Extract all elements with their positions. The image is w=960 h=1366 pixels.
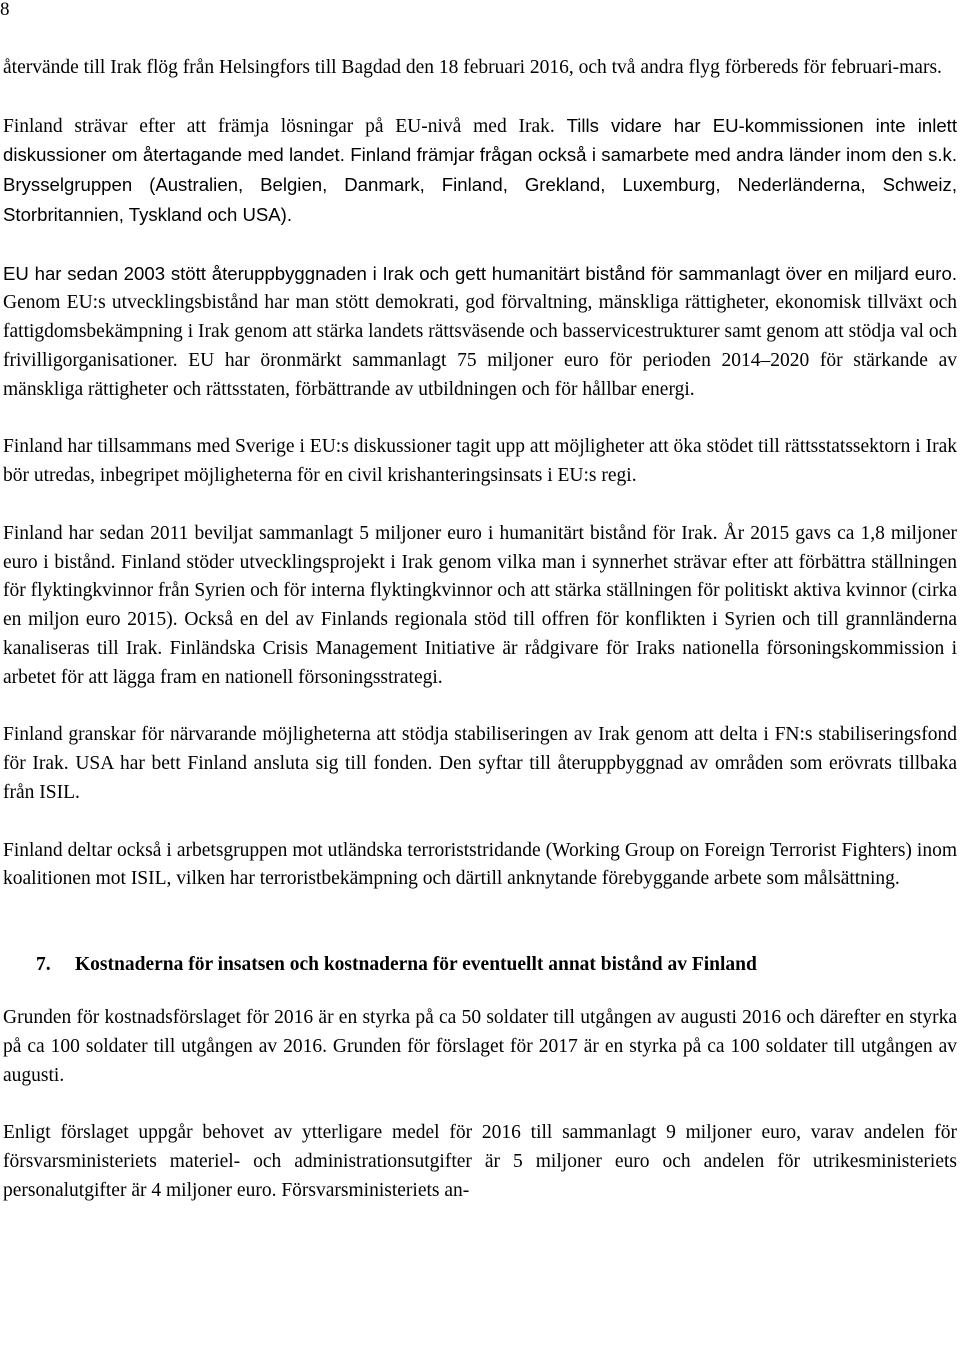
paragraph-text: Finland har sedan 2011 beviljat sammanlagt 5 miljoner euro i humanitärt bistånd för Irak. År 2015 gavs ca 1,8 miljoner euro i bistånd. Finland stöder utvecklingsprojekt i Irak genom vilka man i synnerhet strävar efter att förbättra ställningen för flyktingkvinnor från Syrien och för interna flyktingkvinnor och att stärka ställningen för politiskt aktiva kvinnor (cirka en miljon euro 2015). Också en del av Finlands regionala stöd till offren för konflikten i Syrien och till grannländerna kanaliseras till Irak. Finländska Crisis Management Initiative är rådgivare för Iraks nationella försoningskommission i arbetet för att lägga fram en nationell försoningsstrategi. bbox=[3, 522, 957, 688]
paragraph bbox=[3, 721, 957, 807]
paragraph-text: Finland har tillsammans med Sverige i EU:s diskussioner tagit upp att möjligheter att öka stödet till rättsstatssektorn i Irak bör utredas, inbegripet möjligheterna för en civil krishanteringsinsats i EU:s regi. bbox=[3, 436, 957, 487]
paragraph-text: Finland deltar också i arbetsgruppen mot utländska terroriststridande (Working Group on Foreign Terrorist Fighters) inom koalitionen mot ISIL, vilken har terroristbekämpning och därtill anknytande förebyggande arbete som målsättning. bbox=[3, 839, 957, 890]
page-number: 8 bbox=[0, 0, 10, 20]
paragraph bbox=[3, 837, 957, 895]
section-number: 7. bbox=[36, 954, 51, 976]
paragraph-text: Finland granskar för närvarande möjligheterna att stödja stabiliseringen av Irak genom att delta i FN:s stabiliseringsfond för Irak. USA har bett Finland ansluta sig till fonden. Den syftar till återuppbyggnad av områden som erövrats tillbaka från ISIL. bbox=[3, 724, 957, 803]
paragraph bbox=[3, 520, 957, 693]
paragraph-text: Finland strävar efter att främja lösningar på EU-nivå med Irak. bbox=[3, 115, 567, 137]
paragraph bbox=[3, 1004, 957, 1090]
section-title: Kostnaderna för insatsen och kostnaderna för eventuellt annat bistånd av Finland bbox=[75, 954, 757, 976]
paragraph bbox=[3, 54, 957, 83]
paragraph bbox=[3, 433, 957, 491]
paragraph-text: Grunden för kostnadsförslaget för 2016 är en styrka på ca 50 soldater till utgången av augusti 2016 och därefter en styrka på ca 100 soldater till utgången av 2016. Grunden för förslaget för 2017 är en styrka på ca 100 soldater till utgången av augusti. bbox=[3, 1006, 957, 1086]
paragraph bbox=[3, 112, 957, 231]
document-body bbox=[3, 54, 957, 1205]
paragraph-text: Enligt förslaget uppgår behovet av ytterligare medel för 2016 till sammanlagt 9 miljoner euro, varav andelen för försvarsministeriets materiel- och administrationsutgifter är 5 miljoner euro och andelen för utrikesministeriets personalutgifter är 4 miljoner euro. Försvarsministeriets an- bbox=[3, 1122, 957, 1201]
paragraph bbox=[3, 1119, 957, 1205]
paragraph bbox=[3, 260, 957, 405]
paragraph-text-sans: Tills vidare har EU-kommissionen inte inlett diskussioner om återtagande med landet. Finland främjar frågan också i samarbete med andra länder inom den s.k. Brysselgruppen (Australien, Belgien, Danmark, Finland, Grekland, Luxemburg, Nederländerna, Schweiz, Storbritannien, Tyskland och USA). bbox=[3, 114, 957, 225]
paragraph-text-sans: EU har sedan 2003 stött återuppbyggnaden i Irak och gett humanitärt bistånd för sammanlagt över en miljard euro. bbox=[3, 262, 957, 284]
paragraph-text: Genom EU:s utvecklingsbistånd har man stött demokrati, god förvaltning, mänskliga rättigheter, ekonomisk tillväxt och fattigdomsbekämpning i Irak genom att stärka landets rättsväsende och basservicestrukturer samt genom att stödja val och frivilligorganisationer. EU har öronmärkt sammanlagt 75 miljoner euro för perioden 2014–2020 för stärkande av mänskliga rättigheter och rättsstaten, förbättrande av utbildningen och för hållbar energi. bbox=[3, 292, 957, 400]
section-heading bbox=[3, 951, 957, 980]
paragraph-text: återvände till Irak flög från Helsingfors till Bagdad den 18 februari 2016, och två andra flyg förbereds för februari-mars. bbox=[3, 57, 942, 78]
